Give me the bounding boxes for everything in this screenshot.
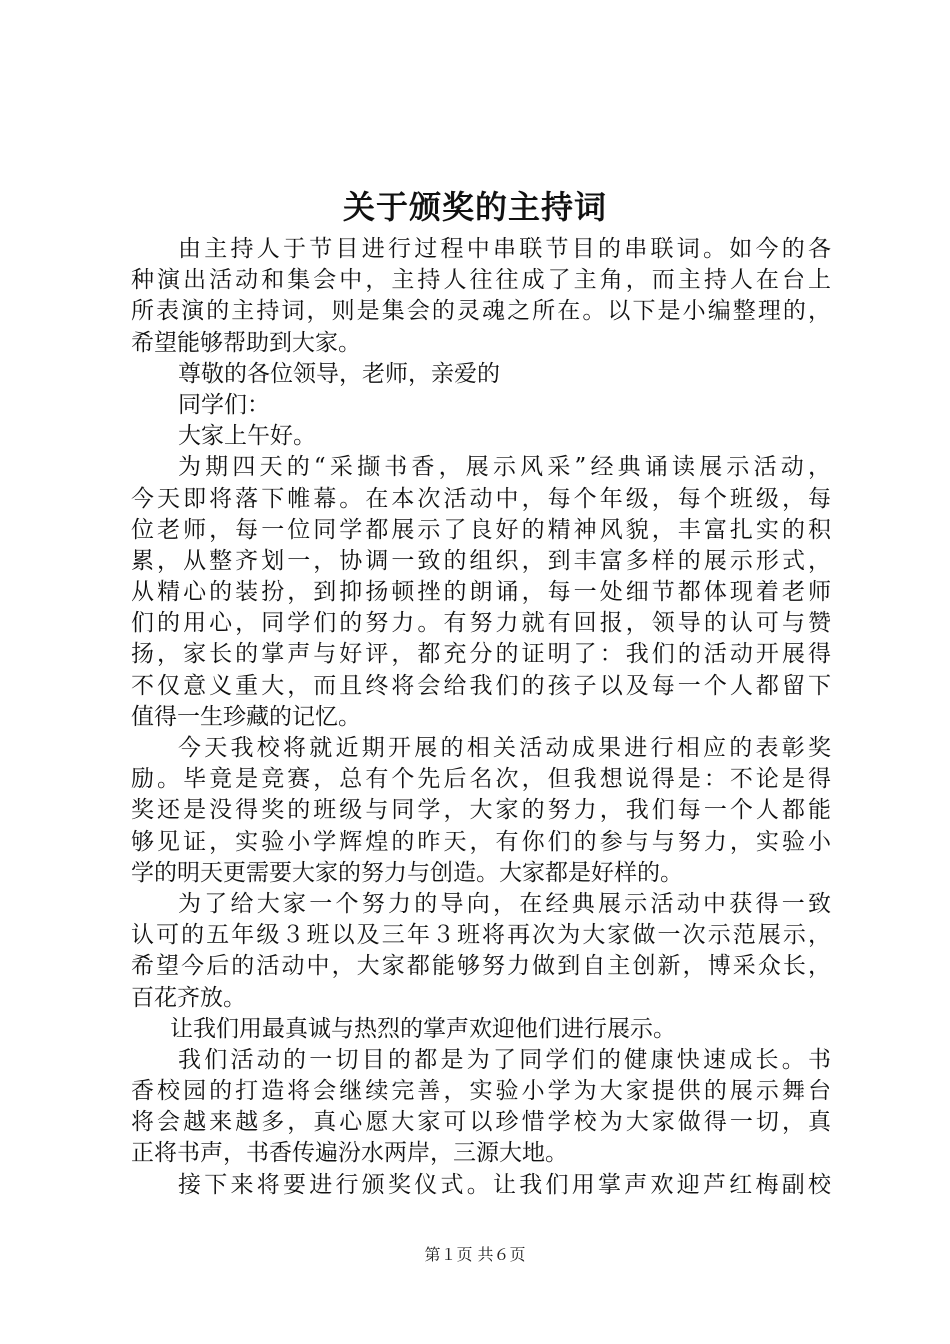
page-number-footer: 第１页 共６页 xyxy=(424,1245,526,1264)
paragraph-line: 我们活动的一切目的都是为了同学们的健康快速成长。书 xyxy=(178,1046,831,1073)
paragraph-line: 今天即将落下帷幕。在本次活动中，每个年级，每个班级，每 xyxy=(131,485,831,512)
document-title: 关于颁奖的主持词 xyxy=(342,188,607,226)
paragraph-line: 香校园的打造将会继续完善，实验小学为大家提供的展示舞台 xyxy=(131,1078,831,1105)
paragraph-line: 大家上午好。 xyxy=(178,423,316,450)
paragraph-line: 们的用心，同学们的努力。有努力就有回报，领导的认可与赞 xyxy=(131,610,831,637)
paragraph-line: 从精心的装扮，到抑扬顿挫的朗诵，每一处细节都体现着老师 xyxy=(131,579,831,606)
paragraph-line: 接下来将要进行颁奖仪式。让我们用掌声欢迎芦红梅副校 xyxy=(178,1171,831,1198)
paragraph-line: 让我们用最真诚与热烈的掌声欢迎他们进行展示。 xyxy=(170,1015,676,1042)
paragraph-line: 扬，家长的掌声与好评，都充分的证明了：我们的活动开展得 xyxy=(131,641,831,668)
paragraph-line: 为了给大家一个努力的导向，在经典展示活动中获得一致 xyxy=(178,890,831,917)
paragraph-line: 够见证，实验小学辉煌的昨天，有你们的参与与努力，实验小 xyxy=(131,828,831,855)
paragraph-line: 励。毕竟是竞赛，总有个先后名次，但我想说得是：不论是得 xyxy=(131,766,831,793)
paragraph-line: 累，从整齐划一，协调一致的组织，到丰富多样的展示形式， xyxy=(131,547,831,574)
paragraph-line: 将会越来越多，真心愿大家可以珍惜学校为大家做得一切，真 xyxy=(131,1109,831,1136)
paragraph-line: 为期四天的“采撷书香，展示风采”经典诵读展示活动， xyxy=(178,454,831,481)
paragraph-line: 由主持人于节目进行过程中串联节目的串联词。如今的各 xyxy=(178,236,831,262)
paragraph-line: 百花齐放。 xyxy=(131,984,246,1011)
paragraph-line: 位老师，每一位同学都展示了良好的精神风貌，丰富扎实的积 xyxy=(131,516,831,543)
paragraph-line: 正将书声，书香传遍汾水两岸，三源大地。 xyxy=(131,1140,568,1167)
paragraph-line: 希望今后的活动中，大家都能够努力做到自主创新，博采众长， xyxy=(131,953,831,980)
paragraph-line: 认可的五年级３班以及三年３班将再次为大家做一次示范展示， xyxy=(131,922,831,949)
paragraph-line: 尊敬的各位领导，老师，亲爱的 xyxy=(178,360,500,387)
paragraph-line: 同学们： xyxy=(178,391,270,418)
paragraph-line: 学的明天更需要大家的努力与创造。大家都是好样的。 xyxy=(131,859,683,886)
paragraph-line: 奖还是没得奖的班级与同学，大家的努力，我们每一个人都能 xyxy=(131,797,831,824)
paragraph-line: 所表演的主持词，则是集会的灵魂之所在。以下是小编整理的， xyxy=(131,298,831,325)
paragraph-line: 不仅意义重大，而且终将会给我们的孩子以及每一个人都留下 xyxy=(131,672,831,699)
document-body xyxy=(131,234,831,1201)
paragraph-line: 希望能够帮助到大家。 xyxy=(131,329,361,356)
paragraph-line: 值得一生珍藏的记忆。 xyxy=(131,703,361,730)
paragraph-line: 今天我校将就近期开展的相关活动成果进行相应的表彰奖 xyxy=(178,735,831,761)
paragraph-line: 种演出活动和集会中，主持人往往成了主角，而主持人在台上 xyxy=(131,267,831,294)
